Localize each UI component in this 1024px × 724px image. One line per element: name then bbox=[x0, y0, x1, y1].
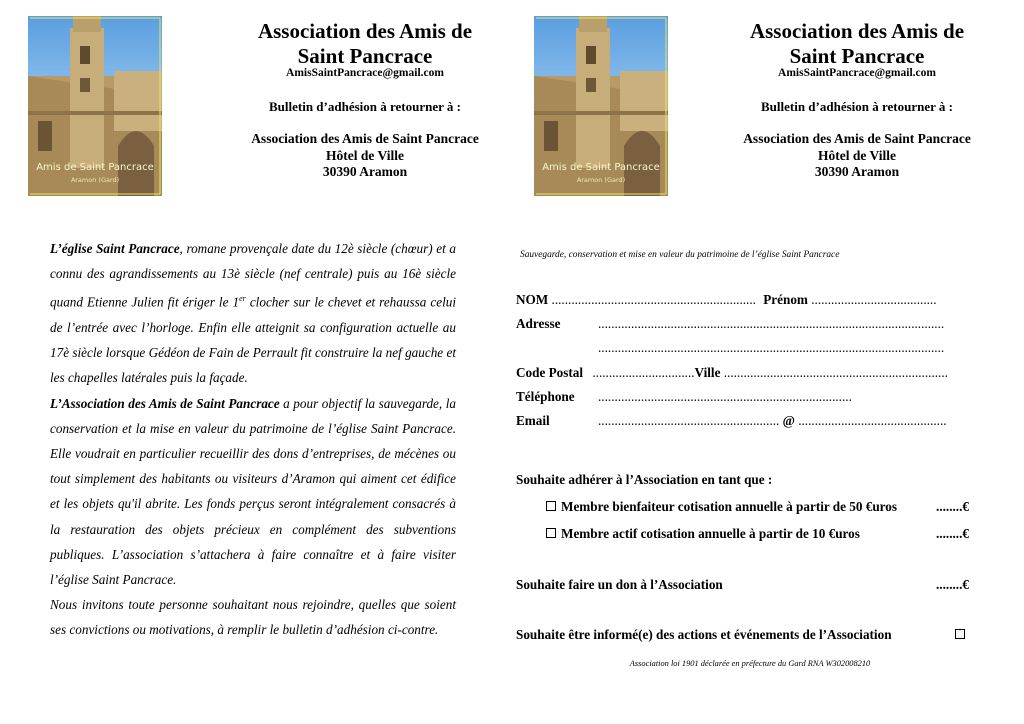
prenom-field[interactable]: ...................................... bbox=[811, 292, 937, 307]
address-line: Association des Amis de Saint Pancrace bbox=[251, 131, 479, 146]
address-line: Hôtel de Ville bbox=[818, 147, 896, 163]
adherer-heading: Souhaite adhérer à l’Association en tant que : bbox=[516, 472, 773, 487]
church-photo bbox=[28, 16, 162, 196]
membre-bienfaiteur-option[interactable] bbox=[546, 499, 897, 515]
membre-bienfaiteur-label: Membre bienfaiteur cotisation annuelle à partir de 50 €uros bbox=[561, 499, 898, 514]
address-line: Association des Amis de Saint Pancrace bbox=[743, 131, 971, 146]
ville-label: Ville bbox=[694, 365, 721, 380]
paragraph-objective bbox=[50, 391, 456, 593]
church-photo bbox=[534, 16, 668, 196]
contact-email: AmisSaintPancrace@gmail.com bbox=[286, 67, 444, 79]
photo-subcaption: Aramon (Gard) bbox=[576, 176, 626, 184]
membre-actif-amount[interactable]: ........€ bbox=[936, 526, 969, 541]
adresse-field[interactable]: ......................................................................................................... bbox=[598, 316, 945, 331]
photo-caption: Amis de Saint Pancrace bbox=[542, 162, 660, 173]
address-line: Hôtel de Ville bbox=[326, 147, 404, 163]
tagline: Sauvegarde, conservation et mise en valeur du patrimoine de l’église Saint Pancrace bbox=[520, 250, 840, 260]
title bbox=[210, 19, 520, 69]
bulletin-heading: Bulletin d’adhésion à retourner à : bbox=[760, 99, 953, 114]
checkbox-icon[interactable] bbox=[546, 528, 556, 538]
church-name: L’église Saint Pancrace bbox=[50, 241, 180, 256]
email-field-user[interactable]: ....................................................... bbox=[598, 413, 780, 428]
don-amount[interactable]: ........€ bbox=[936, 577, 969, 592]
title-line2: Saint Pancrace bbox=[297, 44, 433, 68]
email-label: Email bbox=[516, 413, 550, 428]
association-name: L’Association des Amis de Saint Pancrace bbox=[50, 395, 280, 411]
ville-field[interactable]: .................................................................... bbox=[723, 365, 948, 380]
code-postal-row bbox=[516, 365, 948, 381]
code-postal-field[interactable]: ............................... bbox=[592, 365, 695, 380]
nom-row bbox=[516, 292, 937, 308]
at-sign: @ bbox=[782, 413, 795, 428]
presentation-text bbox=[50, 236, 456, 643]
postal-address bbox=[210, 131, 520, 181]
prenom-label: Prénom bbox=[763, 292, 808, 307]
email-row bbox=[598, 413, 947, 429]
title-line2: Saint Pancrace bbox=[789, 44, 925, 68]
telephone-label: Téléphone bbox=[516, 389, 575, 404]
membre-actif-option[interactable] bbox=[546, 526, 860, 542]
code-postal-label: Code Postal bbox=[516, 365, 584, 380]
membre-actif-label: Membre actif cotisation annuelle à partir de 10 €uros bbox=[561, 526, 860, 541]
history-text-end: clocher sur le chevet et rehaussa celui de l’entrée avec l’horloge. Enfin elle atteignit sa configuration actuelle au 17è siècle lorsque Gédéon de Fain de Perrault fit construire la nef gauche et les chapelles latérales puis la façade. bbox=[50, 294, 456, 386]
title-line1: Association des Amis de bbox=[257, 19, 473, 43]
nom-label: NOM bbox=[516, 292, 549, 307]
telephone-field[interactable]: ............................................................................. bbox=[598, 389, 852, 404]
checkbox-icon[interactable] bbox=[546, 501, 556, 511]
nom-field[interactable]: .............................................................. bbox=[551, 292, 756, 307]
photo-subcaption: Aramon (Gard) bbox=[70, 176, 120, 184]
title-line1: Association des Amis de bbox=[749, 19, 965, 43]
footnote: Association loi 1901 déclarée en préfecture du Gard RNA W302008210 bbox=[629, 659, 871, 668]
checkbox-icon[interactable] bbox=[955, 629, 965, 639]
bulletin-heading: Bulletin d’adhésion à retourner à : bbox=[268, 99, 461, 114]
informe-option[interactable] bbox=[955, 627, 970, 643]
informe-label: Souhaite être informé(e) des actions et événements de l’Association bbox=[516, 627, 892, 642]
history-text: , romane provençale date du 12è siècle (chœur) et a connu des agrandissements au 13è siècle (nef centrale) puis au 16è siècle quand Etienne Julien fit ériger le 1 bbox=[50, 241, 456, 310]
adresse-label: Adresse bbox=[516, 316, 561, 331]
title bbox=[702, 19, 1012, 69]
email-field-domain[interactable]: ............................................. bbox=[798, 413, 947, 428]
address-line: 30390 Aramon bbox=[322, 164, 408, 179]
photo-caption: Amis de Saint Pancrace bbox=[36, 162, 154, 173]
adresse-field-2[interactable]: ......................................................................................................... bbox=[598, 340, 945, 355]
paragraph-history bbox=[50, 236, 456, 391]
don-label: Souhaite faire un don à l’Association bbox=[516, 577, 723, 592]
contact-email: AmisSaintPancrace@gmail.com bbox=[778, 67, 936, 79]
superscript: er bbox=[239, 294, 246, 304]
membre-bienfaiteur-amount[interactable]: ........€ bbox=[936, 499, 969, 514]
paragraph-invitation: Nous invitons toute personne souhaitant nous rejoindre, quelles que soient ses convictions ou motivations, à remplir le bulletin d’adhésion ci-contre. bbox=[50, 597, 456, 638]
postal-address bbox=[702, 131, 1012, 181]
objective-text: a pour objectif la sauvegarde, la conservation et la mise en valeur du patrimoine de l’église Saint Pancrace. Elle voudrait en particulier recueillir des dons d’entreprises, de mécènes ou tout simplement des habitants ou visiteurs d’Aramon qui aiment cet édifice et les objets qu'il abrite. Les fonds perçus seront intégralement consacrés à la restauration des objets précieux en complément des subventions publiques. L’association s’attachera à faire connaître et à faire visiter l’église Saint Pancrace. bbox=[50, 395, 456, 588]
address-line: 30390 Aramon bbox=[814, 164, 900, 179]
